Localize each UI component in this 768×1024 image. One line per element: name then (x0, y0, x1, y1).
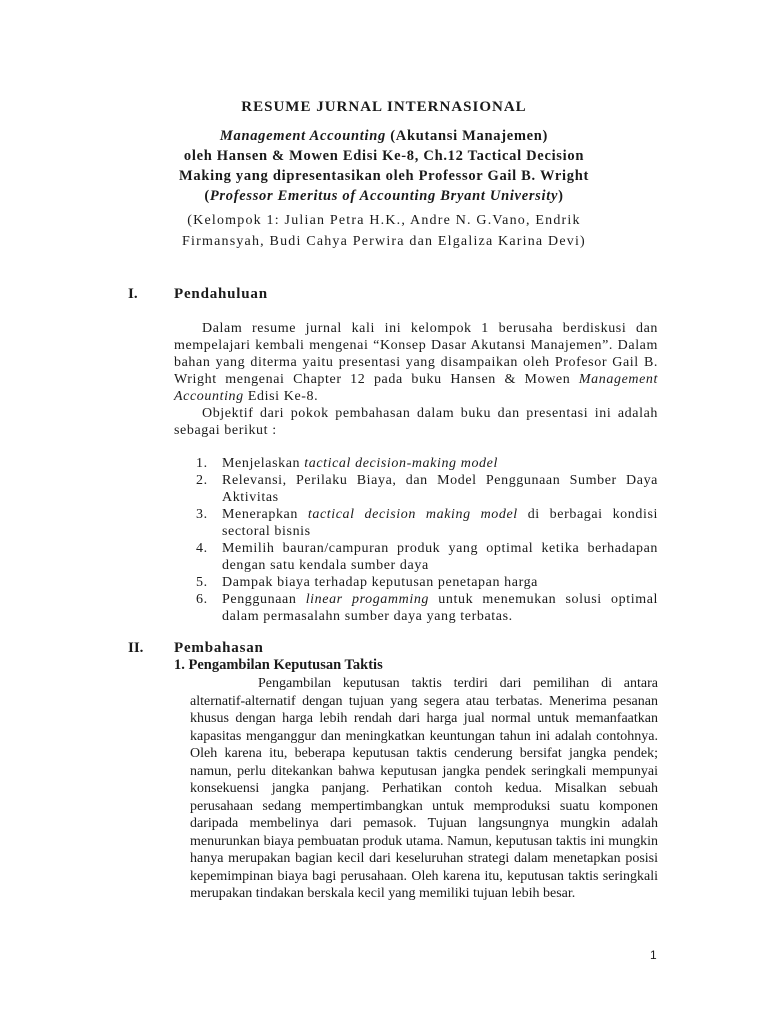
group-line-2: Firmansyah, Budi Cahya Perwira dan Elgaliza Karina Devi) (182, 234, 586, 249)
group-line-1: (Kelompok 1: Julian Petra H.K., Andre N. G.Vano, Endrik (187, 213, 581, 228)
list-item: 1. Menjelaskan tactical decision-making model (196, 456, 498, 471)
objective-paragraph: Objektif dari pokok pembahasan dalam buku dan presentasi ini adalah sebagai berikut : (174, 406, 658, 438)
subtitle-book-translation: (Akutansi Manajemen) (385, 128, 549, 144)
section-2-body (190, 675, 658, 903)
document-title: RESUME JURNAL INTERNASIONAL (241, 99, 527, 115)
section-1-number: I. (128, 286, 138, 302)
subsection-title: 1. Pengambilan Keputusan Taktis (174, 657, 383, 673)
list-item: 4. Memilih bauran/campuran produk yang optimal ketika berhadapan dengan satu kendala sumber daya (196, 541, 658, 573)
section-2-number: II. (128, 640, 144, 656)
list-item: 3. Menerapkan tactical decision making model di berbagai kondisi sectoral bisnis (196, 507, 658, 539)
subtitle-presenter: Making yang dipresentasikan oleh Professor Gail B. Wright (179, 168, 589, 184)
intro-paragraph: Dalam resume jurnal kali ini kelompok 1 berusaha berdiskusi dan mempelajari kembali mengenai “Konsep Dasar Akutansi Manajemen”. Dalam bahan yang diterma yaitu presentasi yang disampaikan oleh Profesor Gail B. Wright mengenai Chapter 12 pada buku Hansen & Mowen Management Accounting Edisi Ke-8. (174, 321, 658, 404)
subtitle-book-title: Management Accounting (219, 128, 386, 144)
section-1-intro (174, 320, 658, 439)
document-subtitle: Management Accounting (Akutansi Manajemen) oleh Hansen & Mowen Edisi Ke-8, Ch.12 Tactical Decision Making yang dipresentasikan oleh Professor Gail B. Wright (Professor Emeritus of Accounting Bryant University) (100, 126, 668, 206)
subtitle-authors: oleh Hansen & Mowen Edisi Ke-8, Ch.12 Tactical Decision (183, 148, 585, 164)
list-item: 5. Dampak biaya terhadap keputusan penetapan harga (196, 575, 538, 590)
subtitle-affiliation: Professor Emeritus of Accounting Bryant University (209, 188, 559, 204)
objectives-list (196, 455, 658, 625)
list-item: 6. Penggunaan linear progamming untuk menemukan solusi optimal dalam permasalahn sumber daya yang terbatas. (196, 592, 659, 624)
page-number: 1 (650, 948, 657, 962)
body-paragraph: Pengambilan keputusan taktis terdiri dari pemilihan di antara alternatif-alternatif dengan tujuan yang segera atau terbatas. Menerima pesanan khusus dengan harga lebih rendah dari harga jual normal untuk memanfaatkan kapasitas menganggur dan meningkatkan keuntungan tahun ini adalah contohnya. Oleh karena itu, beberapa keputusan taktis cenderung bersifat jangka pendek; namun, perlu ditekankan bahwa keputusan jangka pendek seringkali mempunyai konsekuensi jangka panjang. Perhatikan contoh kedua. Misalkan sebuah perusahaan sedang mempertimbangkan untuk memproduksi suatu komponen daripada membelinya dari pemasok. Tujuan langsungnya mungkin adalah menurunkan biaya pembuatan produk utama. Namun, keputusan taktis ini mungkin hanya merupakan bagian kecil dari keseluruhan strategi dalam menetapkan posisi kepemimpinan biaya bagi perusahaan. Oleh karena itu, keputusan taktis seringkali merupakan tindakan berskala kecil yang memiliki tujuan lebih besar. (190, 676, 658, 901)
section-1-title: Pendahuluan (174, 286, 268, 302)
section-2-title: Pembahasan (174, 640, 264, 656)
group-members (100, 210, 668, 252)
list-item: 2. Relevansi, Perilaku Biaya, dan Model Penggunaan Sumber Daya Aktivitas (196, 473, 658, 505)
